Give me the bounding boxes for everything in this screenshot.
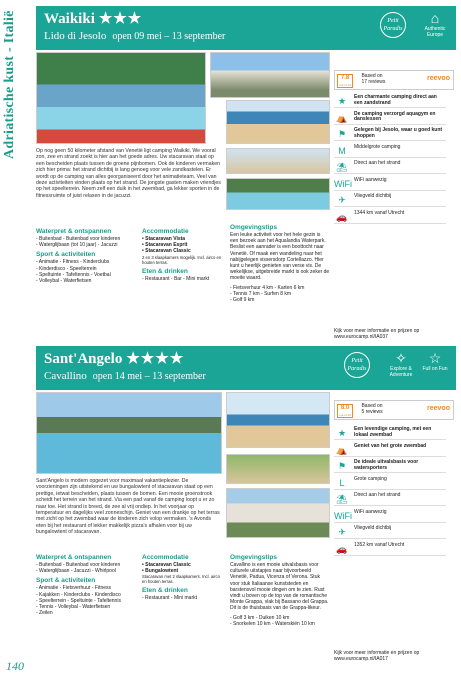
list-item: - Restaurant - Mini markt bbox=[142, 595, 198, 602]
feature-item bbox=[334, 542, 446, 556]
beach-photo bbox=[226, 100, 330, 144]
campsite-description: Sant'Angelo is modern opgezet voor maximaal vakantieplezier. De voorzieningen zijn uitstekend en uw bungalowtent of stacaravan staat op een prettige, ietwat bescheiden, plaats tussen de bomen. Een mooie groenstrook scheidt het terrein van het strand. Via een pad vanaf de camping loopt u er zo naar toe. Het strand is breed, de zee al vrij ondiep. In het voorjaar op temperatuur en dagelijks veel zonneschijn. Geniet van een drankje op het terras met zicht op het zwembad waar de kinderen zich volop vermaken. 's Avonds eten bij het restaurant of lekker makkelijk pizza's afhalen voor bij uw bungalowtent of stacaravan. bbox=[36, 478, 220, 536]
opening-dates: open 14 mei – 13 september bbox=[92, 371, 206, 382]
reevoo-logo: reevoo bbox=[427, 405, 450, 412]
petit-paradis-badge: Petit Paradis bbox=[380, 12, 406, 38]
list-item: - Tennis - Volleybal - Waterfietsen bbox=[36, 604, 111, 611]
pool-photo bbox=[36, 392, 222, 474]
feature-icon: 🚗 bbox=[336, 211, 348, 222]
rating-based-label: Based on bbox=[361, 403, 383, 409]
feature-text: Geniet van het grote zwembad bbox=[354, 442, 427, 449]
authentic-europe-badge: ⌂ Authentic Europe bbox=[420, 10, 450, 38]
list-item: • Stacaravan Classic bbox=[142, 248, 191, 255]
list-item: • Bungalowtent bbox=[142, 568, 179, 575]
water-column bbox=[36, 554, 136, 616]
mobile-home-photo bbox=[210, 52, 330, 98]
feature-icon: ✈ bbox=[338, 195, 346, 205]
list-item: - Waterglijbaan (tot 10 jaar) - Jacuzzi bbox=[36, 242, 118, 249]
sport-heading: Sport & activiteiten bbox=[36, 577, 96, 585]
feature-icon: ⚑ bbox=[337, 129, 347, 139]
water-column bbox=[36, 228, 136, 284]
more-info-link[interactable]: Kijk voor meer informatie en prijzen op www.eurocamp.nl/IA037 bbox=[334, 328, 420, 340]
list-item: - Zeilen bbox=[36, 610, 53, 617]
list-item: - Volleybal - Waterfietsen bbox=[36, 278, 92, 285]
feature-icon: WiFi bbox=[334, 510, 352, 521]
feature-item bbox=[334, 127, 446, 141]
feature-icon: ⛱ bbox=[336, 162, 348, 172]
playground-photo bbox=[226, 454, 330, 484]
feature-icon: ★ bbox=[337, 428, 347, 438]
feature-text: Direct aan het strand bbox=[354, 160, 401, 166]
feature-text: 1344 km vanaf Utrecht bbox=[354, 209, 405, 216]
feature-item bbox=[334, 426, 446, 440]
feature-icon: L bbox=[339, 477, 345, 488]
sport-heading: Sport & activiteiten bbox=[36, 251, 96, 259]
feature-text: WiFi aanwezig bbox=[354, 508, 387, 515]
feature-text: 1352 km vanaf Utrecht bbox=[354, 541, 405, 548]
campsite-santangelo bbox=[36, 346, 456, 676]
accommodation-column bbox=[142, 228, 224, 282]
star-rating: ★★★ bbox=[98, 11, 143, 27]
feature-item bbox=[334, 492, 446, 506]
petit-paradis-badge: Petit Paradis bbox=[344, 352, 370, 378]
reevoo-rating bbox=[334, 400, 454, 420]
house-icon: ⌂ bbox=[430, 10, 440, 26]
region-title: Adriatische kust - Italië bbox=[2, 10, 17, 159]
feature-text: Vliegveld dichtbij bbox=[354, 525, 392, 531]
feature-item bbox=[334, 111, 446, 125]
environment-heading: Omgevingstips bbox=[230, 224, 277, 231]
list-item: - Restaurant - Bar - Mini markt bbox=[142, 275, 210, 282]
list-item: • Stacaravan Vista bbox=[142, 236, 186, 242]
feature-item bbox=[334, 459, 446, 473]
water-heading: Waterpret & ontspannen bbox=[36, 228, 112, 235]
feature-text: Een charmante camping direct aan een zandstrand bbox=[354, 94, 437, 106]
list-item: - Animatie - Fitness - Kinderclubs bbox=[36, 259, 110, 266]
feature-item bbox=[334, 160, 446, 174]
list-item: - Speltuinte - Tafeltennis - Voetbal bbox=[36, 271, 111, 278]
campsite-name: Sant'Angelo bbox=[44, 351, 123, 367]
list-item: - Golf 9 km bbox=[230, 297, 255, 304]
star-outline-icon: ☆ bbox=[428, 350, 442, 366]
feature-icon: ⛺ bbox=[336, 112, 348, 123]
beach-photo bbox=[226, 392, 330, 448]
sidebar bbox=[0, 0, 28, 680]
feature-item bbox=[334, 509, 446, 523]
list-item: • Stacaravan Esprit bbox=[142, 242, 188, 249]
list-item: - Tennis 7 km - Surfen 8 km bbox=[230, 290, 292, 297]
feature-icon: ★ bbox=[337, 96, 347, 106]
campsite-location: Lido di Jesolo bbox=[44, 30, 107, 42]
pool-photo bbox=[36, 52, 206, 144]
list-item: - Kinderdisco - Speelterrein bbox=[36, 265, 97, 272]
feature-item bbox=[334, 144, 446, 158]
accommodation-heading: Accommodatie bbox=[142, 228, 189, 235]
feature-icon: ⛱ bbox=[336, 494, 348, 504]
more-info-link[interactable]: Kijk voor meer informatie en prijzen op www.eurocamp.nl/IA017 bbox=[334, 650, 420, 662]
list-item: - Animatie - Fietsverhuur - Fitness bbox=[36, 585, 112, 592]
star-rating: ★★★★ bbox=[126, 351, 185, 367]
reevoo-logo: reevoo bbox=[427, 75, 450, 82]
campsite-description: Op nog geen 50 kilometer afstand van Venetië ligt camping Waikiki. We vooral zon, zee en strand zoekt is hier aan het goede adres. Uw stacaravan staat op een bescheiden plaats tussen de groene pijnbomen. Ook de kinderen vermaken zich hier prima: het strand dichtbij is lang genoeg voor vele zandkastelen. Er wordt op de camping van alles georganiseerd door het animatieteam. Veel van deze activiteiten vinden plaats op het strand. De jongste gasten maken vriendjes op het speelterrein. Neem zelf een duik in het zwembad, ga lekker sporten in de fitnessruimte of juist relaxen in de jacuzzi. bbox=[36, 148, 221, 199]
accommodation-column bbox=[142, 554, 224, 602]
campsite-name: Waikiki bbox=[44, 11, 95, 27]
feature-item bbox=[334, 193, 446, 207]
environment-text: Cavallino is een mooie uitvalsbasis voor culturele uitstapjes naar bijvoorbeeld Venetië, Padua, Vicenza of Verona. Stuk voor stuk Italiaanse kunststeden en barstensvol mooie dingen om te zien. Rust vindt u boven op de top van de romantische Monte Grappa, vlak bij Bassano del Grappa. Dit is de thuisbasis van de Grappa-likeur. bbox=[230, 562, 329, 612]
feature-icon: WiFi bbox=[334, 178, 352, 189]
rating-based-label: Based on bbox=[361, 73, 383, 79]
environment-text: Een leuke activiteit voor het hele gezin is een bezoek aan het Aqualandia Waterpark. Beslist een aanrader is een boottocht naar Venetië. Of maak een wandeling naar het nabijgelegen vissersdorp Cortellazzo. Hier kunt u heerlijk genieten van verse vis. De wekelijkse, uitgebreide markt is ook zeker de moeite waard. bbox=[230, 232, 330, 282]
feature-item bbox=[334, 476, 446, 490]
environment-heading: Omgevingstips bbox=[230, 554, 277, 561]
feature-text: Een levendige camping, met een lokaal zwembad bbox=[354, 426, 432, 438]
rating-score: 7.8 out of 10 bbox=[337, 74, 353, 88]
reevoo-rating bbox=[334, 70, 454, 90]
beach-umbrellas-photo bbox=[226, 148, 330, 174]
photo-collage-2 bbox=[226, 148, 330, 210]
water-heading: Waterpret & ontspannen bbox=[36, 554, 112, 561]
feature-text: Direct aan het strand bbox=[354, 492, 401, 498]
footprints-icon: ✧ bbox=[395, 350, 407, 366]
accommodation-note: Stacaravan met 2 slaapkamers. Incl. airco en houten terras. bbox=[142, 574, 220, 585]
feature-item bbox=[334, 94, 446, 108]
campsite-header bbox=[36, 6, 456, 50]
feature-icon: ✈ bbox=[338, 527, 346, 537]
rating-score: 8.0 out of 10 bbox=[337, 404, 353, 418]
list-item: - Kajakken - Kinderclubs - Kinderdisco bbox=[36, 591, 121, 598]
environment-column bbox=[230, 554, 330, 627]
feature-item bbox=[334, 177, 446, 191]
photo-collage-2 bbox=[226, 454, 330, 538]
feature-text: WiFi aanwezig bbox=[354, 176, 387, 183]
feature-icon: 🚗 bbox=[336, 543, 348, 554]
feature-icon: M bbox=[338, 145, 346, 156]
food-heading: Eten & drinken bbox=[142, 587, 188, 595]
feature-item bbox=[334, 525, 446, 539]
explore-adventure-badge: ✧ Explore & Adventure bbox=[386, 350, 416, 378]
list-item: - Waterglijbaan - Jacuzzi - Whirlpool bbox=[36, 568, 116, 575]
feature-text: Middelgrote camping bbox=[354, 143, 401, 150]
feature-text: De camping verzorgd aquagym en danslessen bbox=[354, 110, 436, 122]
list-item: - Golf 3 km - Duiken 10 km bbox=[230, 614, 290, 621]
campsite-location: Cavallino bbox=[44, 370, 87, 382]
accommodation-note: 2 en 3 slaapkamers mogelijk. Incl. airco en houten terras. bbox=[142, 254, 222, 265]
accommodation-heading: Accommodatie bbox=[142, 554, 189, 561]
feature-icon: ⚑ bbox=[337, 461, 347, 471]
mobile-home-photo bbox=[226, 488, 330, 538]
campsite-waikiki bbox=[36, 6, 456, 341]
feature-icon: ⛺ bbox=[336, 444, 348, 455]
feature-text: Gelegen bij Jesolo, waar u goed kunt shoppen bbox=[354, 127, 443, 139]
environment-column bbox=[230, 224, 330, 303]
feature-text: De ideale uitvalsbasis voor watersporters bbox=[354, 459, 419, 471]
list-item: - Buitenbad - Buitenbad voor kinderen bbox=[36, 236, 121, 242]
list-item: - Buitenbad - Buitenbad voor kinderen bbox=[36, 562, 121, 568]
feature-item bbox=[334, 443, 446, 457]
list-item: - Snorkelen 10 km - Waterskiën 10 km bbox=[230, 620, 315, 627]
full-on-fun-badge: ☆ Full on Fun bbox=[420, 350, 450, 372]
rating-reviews: 17 reviews bbox=[361, 79, 386, 85]
campsite-header bbox=[36, 346, 456, 390]
pool-area-photo bbox=[226, 178, 330, 210]
feature-item bbox=[334, 210, 446, 224]
opening-dates: open 09 mei – 13 september bbox=[112, 31, 226, 42]
feature-text: Grote camping bbox=[354, 475, 387, 482]
rating-reviews: 5 reviews bbox=[361, 409, 383, 415]
list-item: • Stacaravan Classic bbox=[142, 562, 191, 568]
list-item: - Fietsverhuur 4 km - Karten 6 km bbox=[230, 284, 305, 291]
page-number: 140 bbox=[6, 659, 24, 673]
feature-text: Vliegveld dichtbij bbox=[354, 193, 392, 199]
list-item: - Speelterrein - Speltuinte - Tafeltennis bbox=[36, 597, 121, 604]
food-heading: Eten & drinken bbox=[142, 267, 188, 275]
